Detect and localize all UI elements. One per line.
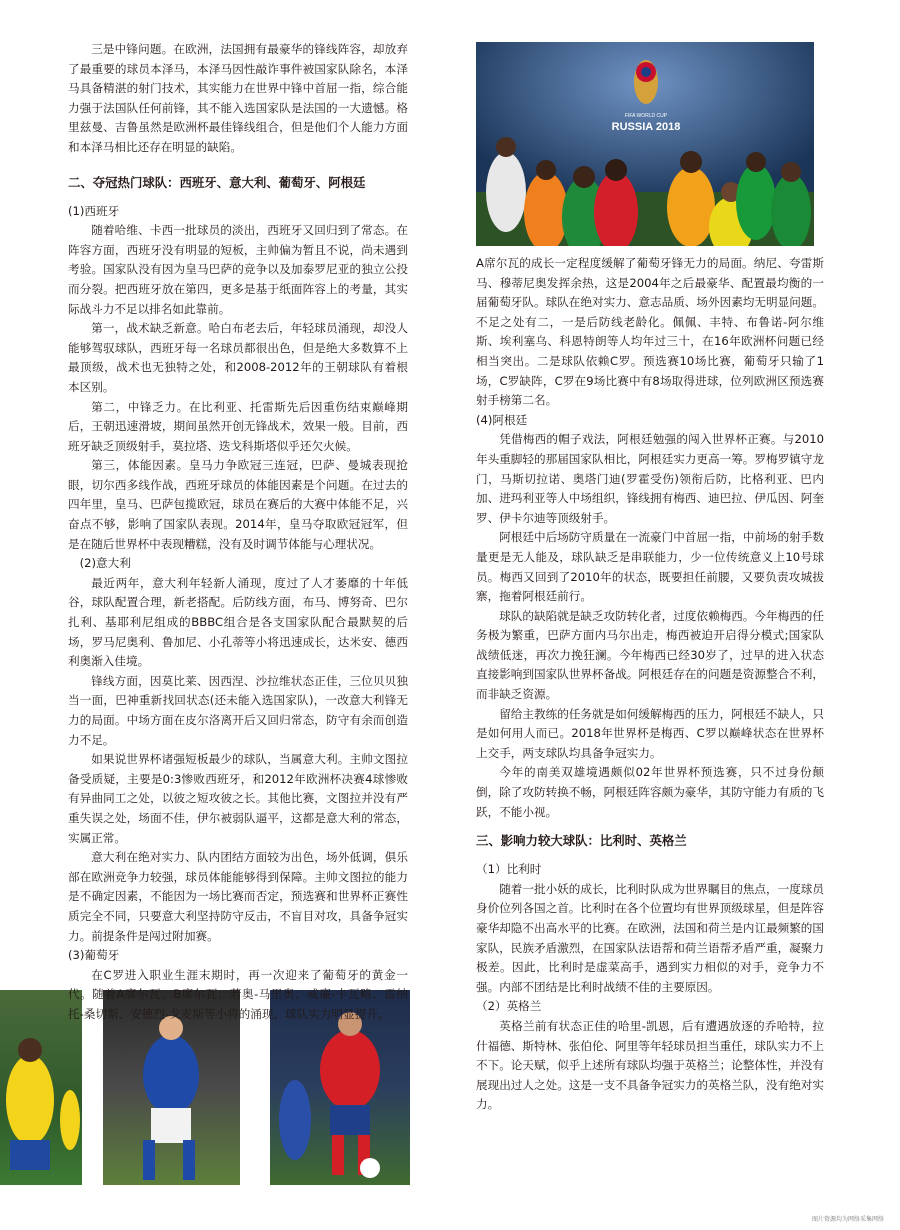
world-cup-players-banner <box>476 42 814 246</box>
italy-paragraph-2: 锋线方面，因莫比莱、因西涅、沙拉维状态正佳，三位贝贝独当一面，巴神重新找回状态(还未能入选国家队)，一改意大利锋无力的局面。中场方面在皮尔洛离开后又回归常态，防守有余而创造力不足。 <box>68 673 408 747</box>
intro-paragraph: 三是中锋问题。在欧洲，法国拥有最豪华的锋线阵容，却放弃了最重要的球员本泽马，本泽马因性敲诈事件被国家队除名，本泽马具备精湛的射门技术，其实能力在世界中锋中首屈一指，综合能力强于法国队任何前锋，其不能入选国家队是法国的一大遗憾。格里兹曼、吉鲁虽然是欧洲杯最佳锋线组合，但是他们个人能力方面和本泽马相比还存在明显的缺陷。 <box>68 42 408 154</box>
footer-note: 图片资源均为网络采集网络 <box>811 1216 884 1223</box>
argentina-paragraph-1: 凭借梅西的帽子戏法，阿根廷勉强的闯入世界杯正赛。与2010年头重脚轻的那届国家队相比，阿根廷实力更高一筹。罗梅罗镇守龙门，马斯切拉诺、奥塔门迪(罗霍受伤)领衔后防，比格利亚、巴内加、进玛利亚等人中场组织，锋线拥有梅西、迪巴拉、伊瓜因、阿奎罗、伊卡尔迪等顶级射手。 <box>476 432 824 525</box>
england-heading: （2）英格兰 <box>476 999 542 1014</box>
belgium-heading: （1）比利时 <box>476 862 542 877</box>
left-column <box>68 40 408 1025</box>
section2-heading: 二、夺冠热门球队：西班牙、意大利、葡萄牙、阿根廷 <box>68 174 366 190</box>
spain-heading: (1)西班牙 <box>68 203 120 218</box>
italy-heading: (2)意大利 <box>79 556 131 571</box>
portugal-paragraph-2: A席尔瓦的成长一定程度缓解了葡萄牙锋无力的局面。纳尼、夸雷斯马、穆蒂尼奥发挥余热，这是2004年之后最豪华、配置最均衡的一届葡萄牙队。球队在绝对实力、意志品质、场外因素均无明显问题。不足之处有二，一是后防线老龄化。佩佩、丰特、布鲁诺-阿尔维斯、埃利塞乌、科恩特朗等人均年过三十，在16年欧洲杯问题已经相当突出。二是球队依赖C罗。预选赛10场比赛，葡萄牙只输了1场，C罗缺阵，C罗在9场比赛中有8场取得进球，位列欧洲区预选赛射手榜第二名。 <box>476 256 824 408</box>
italy-paragraph-3: 如果说世界杯诸强短板最少的球队，当属意大利。主帅文图拉备受质疑，主要是0:3惨败西班牙，和2012年欧洲杯决赛4球惨败有异曲同工之处，以彼之短攻彼之长。其他比赛，文图拉并没有严重失误之处，场面不佳，伊尔被弱队逼平，这都是意大利的常态，实属正常。 <box>68 752 408 845</box>
spain-paragraph-1: 随着哈维、卡西一批球员的淡出，西班牙又回归到了常态。在阵容方面，西班牙没有明显的短板，主帅偏为暂且不说，尚未遇到考验。国家队没有因为皇马巴萨的竞争以及加泰罗尼亚的独立公投而分裂。把西班牙放在第四，更多是基于纸面阵容上的考量，其实际战斗力不足以排名如此靠前。 <box>68 223 408 316</box>
argentina-paragraph-3: 球队的缺陷就是缺乏攻防转化者，过度依赖梅西。今年梅西的任务极为繁重，巴萨方面内马尔出走，梅西被迫开启得分模式;国家队战绩低迷，再次力挽狂澜。今年梅西已经30岁了，过早的进入状态直接影响到国家队世界杯备战。阿根廷存在的问题是资源整合不利，而非缺乏资源。 <box>476 608 824 702</box>
portugal-heading: (3)葡萄牙 <box>68 948 120 963</box>
spain-paragraph-3: 第二，中锋乏力。在比利亚、托雷斯先后因重伤结束巅峰期后，王朝迅速滑坡，期间虽然开创无锋战术，效果一般。目前，西班牙缺乏顶级射手，莫拉塔、迭戈科斯塔似乎还欠火候。 <box>68 399 408 453</box>
italy-paragraph-1: 最近两年，意大利年轻新人涌现，度过了人才萎靡的十年低谷，球队配置合理，新老搭配。后防线方面，布马、博努奇、巴尔扎利、基耶利尼组成的BBBC组合是各支国家队配合最默契的后场，罗马尼奥利、鲁加尼、小孔蒂等小将迅速成长，达米安、德西利奥渐入佳境。 <box>68 575 408 669</box>
argentina-paragraph-2: 阿根廷中后场防守质量在一流豪门中首屈一指，中前场的射手数量更是无人能及，球队缺乏是串联能力，少一位传统意义上10号球员。梅西又回到了2010年的状态，既要担任前腰，又要负责攻城拔寨，拖着阿根廷前行。 <box>476 530 824 604</box>
spain-paragraph-4: 第三，体能因素。皇马力争欧冠三连冠，巴萨、曼城表现抢眼，切尔西多线作战，西班牙球员的体能因素是个问题。在过去的四年里，皇马、巴萨包揽欧冠，球员在赛后的大赛中体能不足，兴奋点不够，影响了国家队表现。2014年，皇马夺取欧冠冠军，但是在随后世界杯中表现糟糕，没有及时调节体能与心理状况。 <box>68 458 408 551</box>
argentina-paragraph-5: 今年的南美双雄境遇颇似02年世界杯预选赛，只不过身份颠倒，除了攻防转换不畅，阿根廷阵容颇为豪华，其防守能力有质的飞跃，不能小视。 <box>476 765 824 819</box>
right-column <box>476 254 824 1115</box>
portugal-paragraph-1: 在C罗进入职业生涯末期时，再一次迎来了葡萄牙的黄金一代。随着A席尔瓦、B席尔瓦、若奥-马里奥、威廉-卡瓦略、雷纳托-桑切斯、安德烈-戈麦斯等小将的涌现，球队实力明显提升。 <box>68 967 408 1021</box>
argentina-heading: (4)阿根廷 <box>476 412 528 427</box>
italy-paragraph-4: 意大利在绝对实力、队内团结方面较为出色，场外低调，俱乐部在欧洲竞争力较强，球员体能能够得到保障。主帅文图拉的能力是不确定因素，不能因为一场比赛而否定，预选赛和世界杯正赛性质完全不同，只要意大利坚持防守反击，不盲目对攻，具备争冠实力。前提条件是闯过附加赛。 <box>68 850 408 943</box>
russia-2018-logo <box>634 60 658 104</box>
argentina-paragraph-4: 留给主教练的任务就是如何缓解梅西的压力，阿根廷不缺人，只是如何用人而已。2018年世界杯是梅西、C罗以巅峰状态在世界杯上交手，两支球队均具备争冠实力。 <box>476 706 824 760</box>
england-paragraph-1: 英格兰前有状态正佳的哈里-凯恩，后有遭遇放逐的乔哈特，拉什福德、斯特林、张伯伦、阿里等年轻球员担当重任，球队实力不上不下。论天赋，似乎上述所有球队均强于英格兰；论整体性，并没有展现出过人之处。这是一支不具备争冠实力的英格兰队，没有绝对实力。 <box>476 1018 824 1112</box>
spain-paragraph-2: 第一，战术缺乏新意。哈白布老去后，年轻球员涌现，却没人能够驾驭球队，西班牙每一名球员都很出色，但是绝大多数算不上最顶级，战术也无独特之处，和2008-2012年的王朝球队有着根本区别。 <box>68 321 408 394</box>
logo-title: RUSSIA 2018 <box>611 121 681 133</box>
logo-caption: FIFA WORLD CUP <box>624 113 668 119</box>
belgium-paragraph-1: 随着一批小妖的成长，比利时队成为世界瞩目的焦点，一度球员身价位列各国之首。比利时在各个位置均有世界顶级球星，但是阵容豪华却隐不出高水平的比赛。在欧洲，法国和荷兰是内讧最频繁的国家队，民族矛盾激烈，在国家队法语帮和荷兰语帮矛盾严重，凝聚力极差。因此，比利时是虚菜高手，遇到实力相似的对手，竞争力不强。内部不团结是比利时战绩不佳的主要原因。 <box>476 881 824 994</box>
section3-heading: 三、影响力较大球队：比利时、英格兰 <box>476 833 687 849</box>
banner-illustration <box>476 42 814 246</box>
